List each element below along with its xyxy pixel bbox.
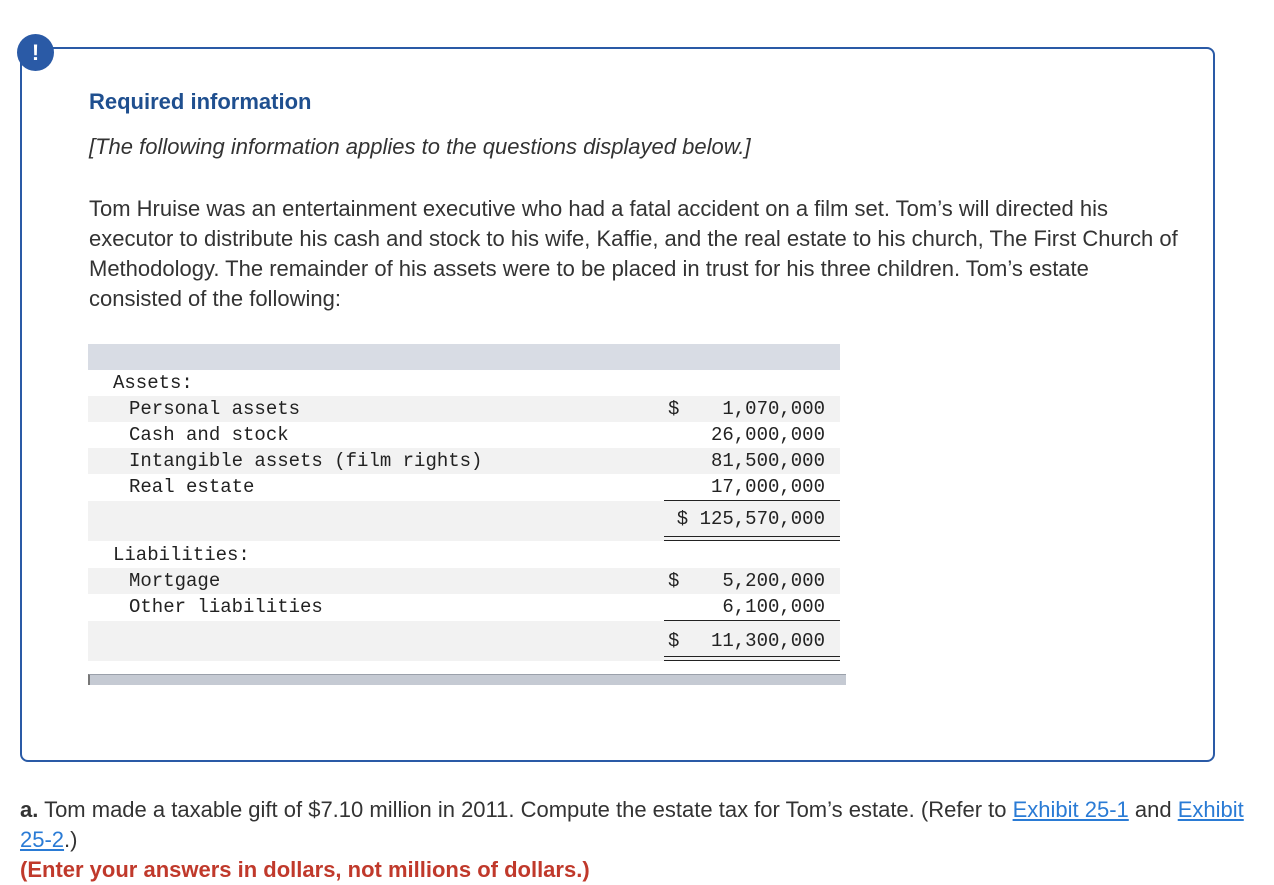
table-row — [88, 594, 840, 620]
answer-instruction: (Enter your answers in dollars, not millions of dollars.) — [20, 857, 590, 882]
liabilities-section-label: Liabilities: — [113, 544, 250, 566]
row-label: Cash and stock — [129, 424, 289, 446]
table-row — [88, 568, 840, 594]
liabilities-section-row — [88, 542, 840, 568]
assets-section-row — [88, 370, 840, 396]
total-double-rule — [664, 656, 840, 661]
alert-icon-symbol: ! — [31, 39, 40, 65]
table-row — [88, 474, 840, 500]
exhibit-25-1-link[interactable]: Exhibit 25-1 — [1012, 797, 1129, 822]
row-currency: $ — [668, 398, 680, 420]
row-label: Intangible assets (film rights) — [129, 450, 483, 472]
row-currency: $ — [668, 570, 680, 592]
row-amount: 5,200,000 — [722, 570, 825, 592]
exhibit-25-2-link[interactable]: Exhibit 25-2 — [20, 797, 1244, 852]
row-label: Other liabilities — [129, 596, 323, 618]
row-amount: 81,500,000 — [710, 450, 825, 472]
liabilities-total-row — [88, 621, 840, 661]
table-row — [88, 448, 840, 474]
table-header-bar — [88, 344, 840, 370]
row-amount: 1,070,000 — [722, 398, 825, 420]
alert-icon — [17, 34, 54, 71]
assets-section-label: Assets: — [113, 372, 193, 394]
row-amount: 17,000,000 — [710, 476, 825, 498]
question-a — [20, 795, 1270, 855]
row-label: Personal assets — [129, 398, 301, 420]
question-text: Tom made a taxable gift of $7.10 million in 2011. Compute the estate tax for Tom’s estate. (Refer to — [38, 797, 1013, 822]
panel-heading: Required information — [89, 89, 312, 114]
table-footer-bar — [88, 674, 846, 685]
estate-table — [88, 344, 840, 684]
question-text-middle: and — [1128, 797, 1178, 822]
row-amount: 6,100,000 — [722, 596, 825, 618]
row-label: Real estate — [129, 476, 255, 498]
scenario-paragraph: Tom Hruise was an entertainment executive who had a fatal accident on a film set. Tom’s will directed his executor to distribute his cash and stock to his wife, Kaffie, and the real estate to his church, The First Church of Methodology. The remainder of his assets were to be placed in trust for his three children. Tom’s estate consisted of the following: — [89, 196, 1178, 311]
assets-total-row — [88, 501, 840, 541]
row-label: Mortgage — [129, 570, 221, 592]
total-double-rule — [664, 536, 840, 541]
liabilities-total-amount: 11,300,000 — [710, 630, 825, 652]
table-row — [88, 422, 840, 448]
assets-total-amount: $ 125,570,000 — [676, 508, 825, 530]
question-letter: a. — [20, 797, 39, 822]
panel-subheading: [The following information applies to the questions displayed below.] — [89, 134, 751, 159]
liabilities-total-currency: $ — [668, 630, 680, 652]
row-amount: 26,000,000 — [710, 424, 825, 446]
question-text-end: .) — [64, 827, 78, 852]
table-row — [88, 396, 840, 422]
